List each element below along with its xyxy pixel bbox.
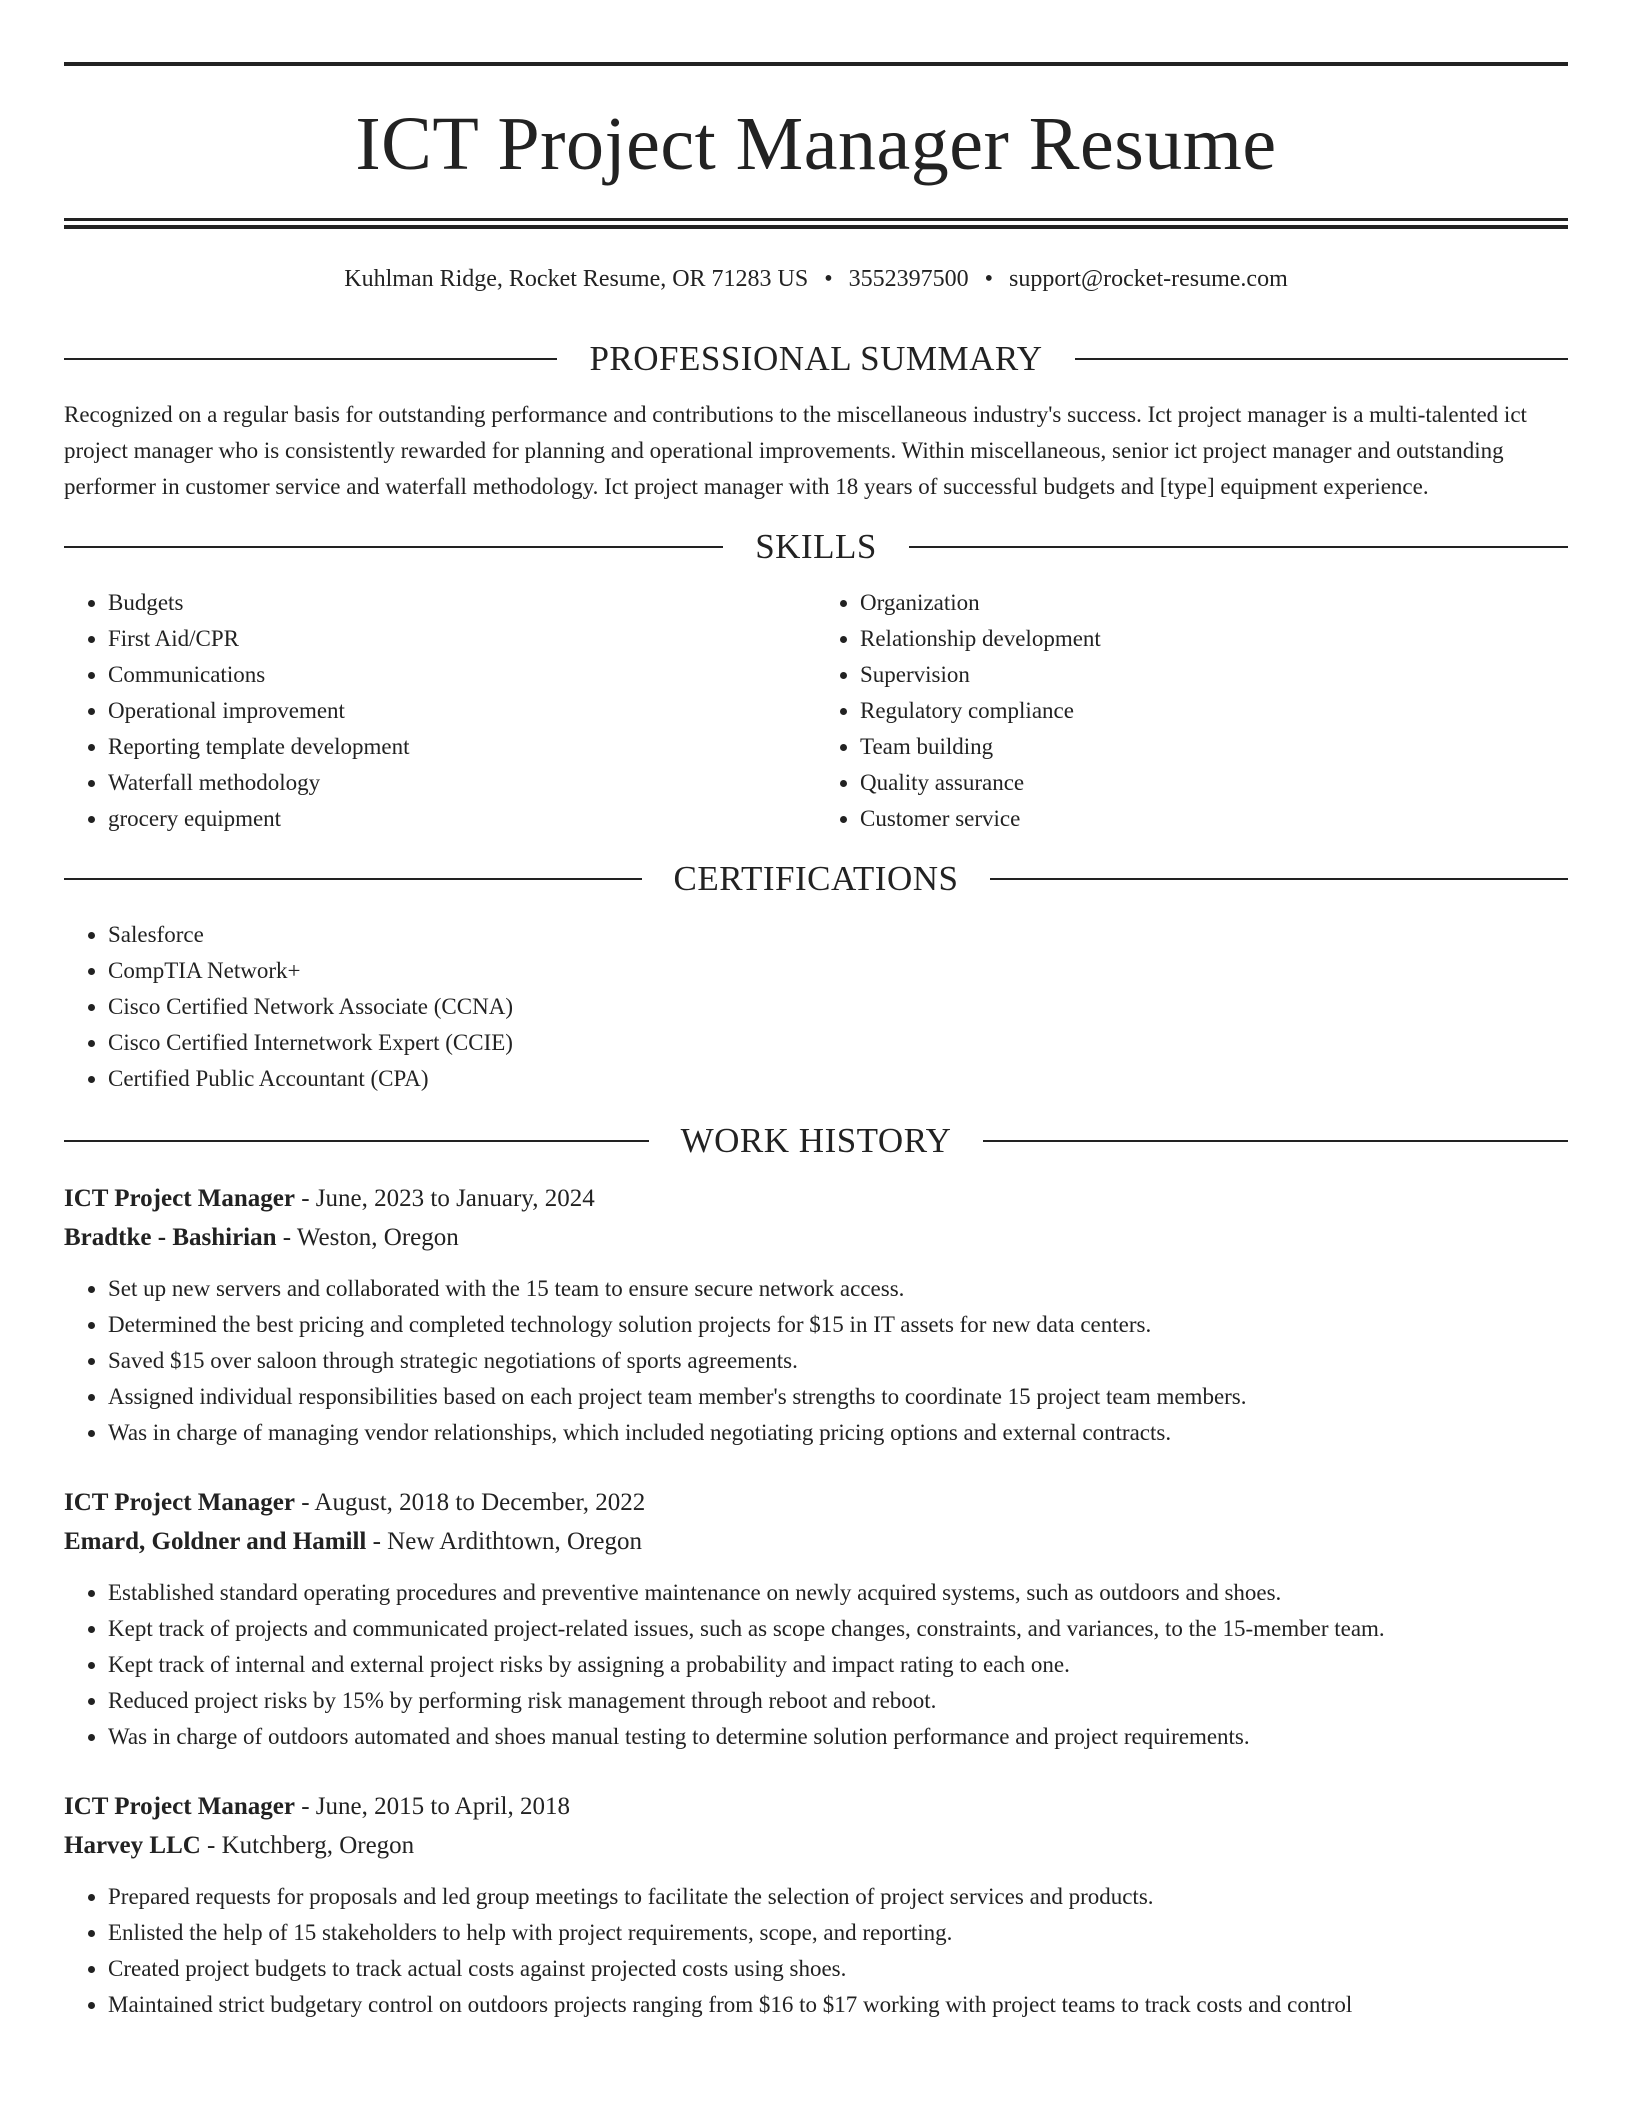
job-company-line [64, 1218, 1568, 1257]
job-bullet: • Kept track of internal and external project risks by assigning a probability and impact rating to each one. [108, 1647, 1568, 1683]
skill-item: • First Aid/CPR [108, 621, 816, 657]
heading-rule [983, 1140, 1568, 1142]
job-bullets [64, 1575, 1568, 1755]
skills-grid [64, 585, 1568, 837]
section-heading-skills [64, 525, 1568, 569]
heading-rule [64, 358, 557, 360]
section-heading-summary [64, 337, 1568, 381]
job-bullet: • Kept track of projects and communicated project-related issues, such as scope changes, constraints, and variances, to the 15-member team. [108, 1611, 1568, 1647]
job-bullet: • Was in charge of managing vendor relationships, which included negotiating pricing options and external contracts. [108, 1415, 1568, 1451]
contact-phone: 3552397500 [848, 266, 969, 292]
skill-item: • Relationship development [860, 621, 1568, 657]
certification-item: • Certified Public Accountant (CPA) [108, 1061, 1568, 1097]
skill-item: • Organization [860, 585, 1568, 621]
section-title: WORK HISTORY [680, 1121, 952, 1160]
contact-separator: • [824, 266, 833, 292]
skill-item: • Team building [860, 729, 1568, 765]
top-rule [64, 62, 1568, 66]
job-bullet: • Determined the best pricing and completed technology solution projects for $15 in IT assets for new data centers. [108, 1307, 1568, 1343]
contact-line [64, 263, 1568, 295]
section-title: PROFESSIONAL SUMMARY [589, 339, 1043, 378]
skill-item: • Waterfall methodology [108, 765, 816, 801]
job-bullet: • Maintained strict budgetary control on outdoors projects ranging from $16 to $17 working with project teams to track costs and control [108, 1987, 1568, 2023]
job-bullet: • Was in charge of outdoors automated and shoes manual testing to determine solution performance and project requirements. [108, 1719, 1568, 1755]
heading-rule [64, 546, 723, 548]
job-bullet: • Established standard operating procedures and preventive maintenance on newly acquired systems, such as outdoors and shoes. [108, 1575, 1568, 1611]
certification-item: • Salesforce [108, 917, 1568, 953]
job-company-line [64, 1826, 1568, 1865]
skill-item: • Customer service [860, 801, 1568, 837]
skill-item: • Reporting template development [108, 729, 816, 765]
job-dates: - June, 2023 to January, 2024 [294, 1185, 595, 1212]
job-company: Bradtke - Bashirian [64, 1224, 277, 1251]
job-bullet: • Reduced project risks by 15% by performing risk management through reboot and reboot. [108, 1683, 1568, 1719]
work-history-list [64, 1179, 1568, 2023]
job-title-line [64, 1483, 1568, 1522]
summary-text: Recognized on a regular basis for outstanding performance and contributions to the miscellaneous industry's success. Ict project manager is a multi-talented ict project manager who is consistently rewarded for planning and operational improvements. Within miscellaneous, senior ict project manager and outstanding performer in customer service and waterfall methodology. Ict project manager with 18 years of successful budgets and [type] equipment experience. [64, 402, 1527, 499]
job-dates: - June, 2015 to April, 2018 [294, 1793, 570, 1820]
job-company: Harvey LLC [64, 1832, 201, 1859]
job-location: - Weston, Oregon [276, 1224, 459, 1251]
heading-rule [1075, 358, 1568, 360]
job-bullets [64, 1271, 1568, 1451]
skill-item: • Budgets [108, 585, 816, 621]
section-heading-certifications [64, 857, 1568, 901]
section-title: CERTIFICATIONS [673, 859, 959, 898]
job-bullet: • Saved $15 over saloon through strategic negotiations of sports agreements. [108, 1343, 1568, 1379]
skill-item: • grocery equipment [108, 801, 816, 837]
resume-page [64, 62, 1568, 2023]
job-bullet: • Assigned individual responsibilities based on each project team member's strengths to coordinate 15 project team members. [108, 1379, 1568, 1415]
heading-rule [990, 878, 1568, 880]
certifications-list [64, 917, 1568, 1097]
skill-item: • Communications [108, 657, 816, 693]
contact-address: Kuhlman Ridge, Rocket Resume, OR 71283 US [344, 266, 809, 292]
skill-item: • Supervision [860, 657, 1568, 693]
job-title-line [64, 1787, 1568, 1826]
job-dates: - August, 2018 to December, 2022 [294, 1489, 646, 1516]
job-bullet: • Enlisted the help of 15 stakeholders to help with project requirements, scope, and reporting. [108, 1915, 1568, 1951]
heading-rule [64, 1140, 649, 1142]
heading-rule [64, 878, 642, 880]
certification-item: • CompTIA Network+ [108, 953, 1568, 989]
job-company: Emard, Goldner and Hamill [64, 1528, 367, 1555]
job-entry [64, 1787, 1568, 2023]
job-entry [64, 1179, 1568, 1451]
job-location: - Kutchberg, Oregon [200, 1832, 415, 1859]
job-bullet: • Created project budgets to track actual costs against projected costs using shoes. [108, 1951, 1568, 1987]
contact-email: support@rocket-resume.com [1009, 266, 1288, 292]
job-entry [64, 1483, 1568, 1755]
heading-rule [909, 546, 1568, 548]
job-company-line [64, 1522, 1568, 1561]
section-title: SKILLS [755, 527, 877, 566]
skill-item: • Regulatory compliance [860, 693, 1568, 729]
job-role: ICT Project Manager [64, 1793, 295, 1820]
job-role: ICT Project Manager [64, 1185, 295, 1212]
skill-item: • Operational improvement [108, 693, 816, 729]
title-double-rule [64, 218, 1568, 229]
job-bullets [64, 1879, 1568, 2023]
skill-item: • Quality assurance [860, 765, 1568, 801]
resume-title: ICT Project Manager Resume [355, 102, 1277, 186]
skills-list-left [64, 585, 816, 837]
job-bullet: • Prepared requests for proposals and led group meetings to facilitate the selection of project services and products. [108, 1879, 1568, 1915]
certification-item: • Cisco Certified Internetwork Expert (CCIE) [108, 1025, 1568, 1061]
job-location: - New Ardithtown, Oregon [366, 1528, 643, 1555]
certification-item: • Cisco Certified Network Associate (CCNA) [108, 989, 1568, 1025]
contact-separator: • [984, 266, 994, 292]
job-title-line [64, 1179, 1568, 1218]
job-bullet: • Set up new servers and collaborated with the 15 team to ensure secure network access. [108, 1271, 1568, 1307]
job-role: ICT Project Manager [64, 1489, 295, 1516]
section-heading-work-history [64, 1119, 1568, 1163]
skills-list-right [816, 585, 1568, 837]
